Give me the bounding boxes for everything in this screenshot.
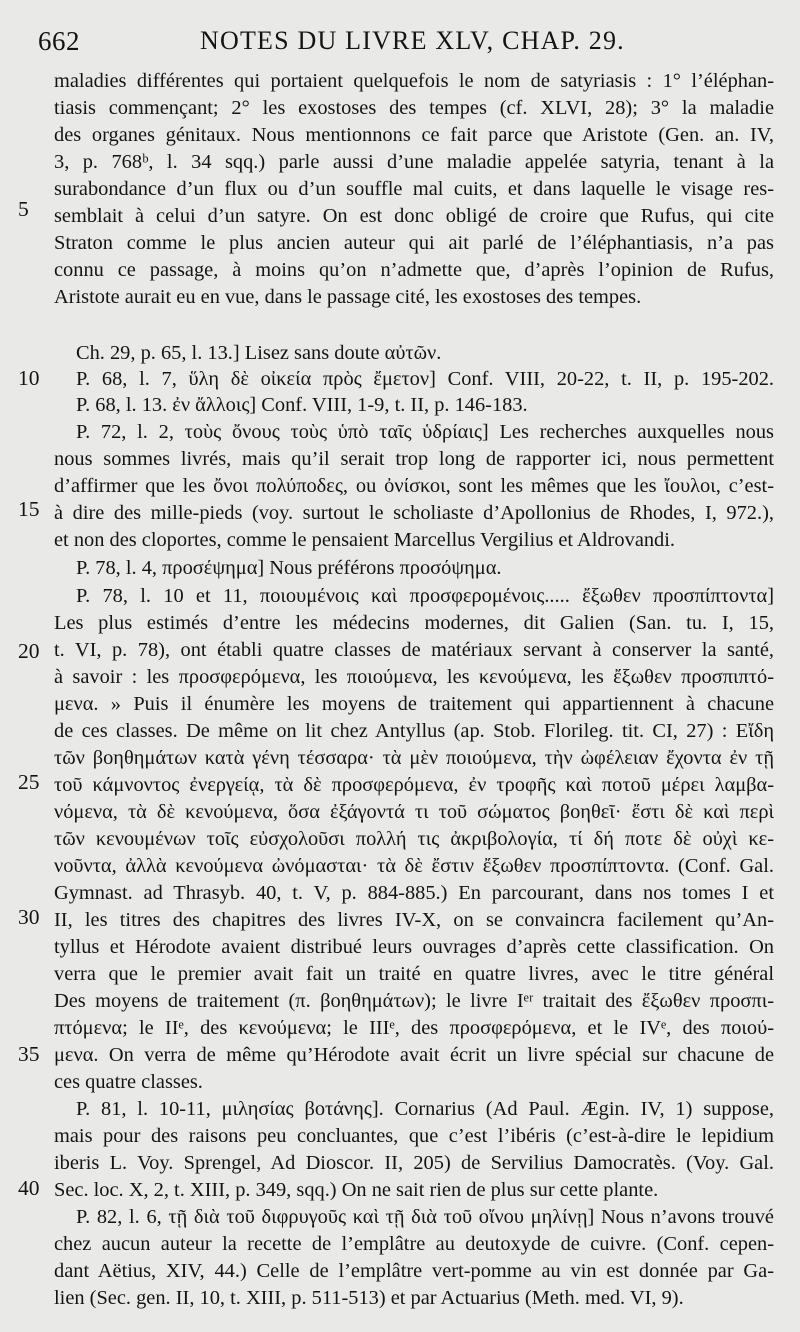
text-line: P. 72, l. 2, τοὺς ὄνους τοὺς ὑπὸ ταῖς ὑδρίαις] Les recherches auxquelles nous xyxy=(76,421,774,443)
text-line: dant Aëtius, XIV, 44.) Celle de l’emplâtre vert-pomme au vin est donnée par Ga- xyxy=(54,1260,774,1282)
page-header xyxy=(38,22,762,62)
margin-line-number: 20 xyxy=(18,639,40,663)
text-line: P. 68, l. 13. ἐν ἄλλοις] Conf. VIII, 1-9, t. II, p. 146-183. xyxy=(76,394,528,416)
text-line: d’affirmer que les ὄνοι πολύποδες, ou ὀνίσκοι, sont les mêmes que les ἴουλοι, c’est- xyxy=(54,475,774,497)
text-line: νόμενα, τὰ δὲ κενούμενα, ὅσα ἐξάγοντά τι τοῦ σώματος βοηθεῖ· ἔστι δὲ καὶ περὶ xyxy=(54,801,774,823)
text-line: Ch. 29, p. 65, l. 13.] Lisez sans doute αὐτῶν. xyxy=(76,342,442,364)
text-line: νοῦντα, ἀλλὰ κενούμενα ὠνόμασται· τὰ δὲ ἔστιν ἔξωθεν προσπίπτοντα. (Conf. Gal. xyxy=(54,855,774,877)
text-line: connu ce passage, à moins qu’on n’admette que, d’après l’opinion de Rufus, xyxy=(54,259,774,281)
text-line: τῶν βοηθημάτων κατὰ γένη τέσσαρα· τὰ μὲν ποιούμενα, τὴν ὠφέλειαν ἔχοντα ἐν τῇ xyxy=(54,747,774,769)
text-line: mais pour des raisons peu concluantes, que c’est l’ibéris (c’est-à-dire le lepidium xyxy=(54,1125,774,1147)
text-line: μενα. » Puis il énumère les moyens de traitement qui appartiennent à chacune xyxy=(54,693,774,715)
margin-line-number: 30 xyxy=(18,905,40,929)
margin-line-number: 35 xyxy=(18,1042,40,1066)
text-line: à savoir : les προσφερόμενα, les ποιούμενα, les κενούμενα, les ἔξωθεν προσπιπτό- xyxy=(54,666,774,688)
text-line: iberis L. Voy. Sprengel, Ad Dioscor. II, 205) de Servilius Damocratès. (Voy. Gal. xyxy=(54,1152,774,1174)
text-line: τῶν κενουμένων τοῖς εὐσχολοῦσι πολλή τις ἀκριβολογία, τί δή ποτε δὲ οὐχὶ κε- xyxy=(54,828,774,850)
margin-line-number: 15 xyxy=(18,497,40,521)
text-line: II, les titres des chapitres des livres IV-X, on se convaincra facilement qu’An- xyxy=(54,909,774,931)
running-title: NOTES DU LIVRE XLV, CHAP. 29. xyxy=(200,26,625,55)
text-line: Des moyens de traitement (π. βοηθημάτων); le livre Iᵉʳ traitait des ἔξωθεν προσπι- xyxy=(54,990,774,1012)
text-line: nous sommes livrés, mais qu’il serait trop long de rapporter ici, nous permettent xyxy=(54,448,774,470)
text-line: P. 81, l. 10-11, μιλησίας βοτάνης]. Cornarius (Ad Paul. Ægin. IV, 1) suppose, xyxy=(76,1098,774,1120)
margin-line-number: 10 xyxy=(18,366,40,390)
text-line: Sec. loc. X, 2, t. XIII, p. 349, sqq.) On ne sait rien de plus sur cette plante. xyxy=(54,1179,659,1201)
text-line: P. 68, l. 7, ὕλη δὲ οἰκεία πρὸς ἔμετον] Conf. VIII, 20-22, t. II, p. 195-202. xyxy=(76,368,774,390)
text-line: surabondance d’un flux ou d’un souffle mal cuits, et dans laquelle le visage res- xyxy=(54,178,774,200)
text-line: de ces classes. De même on lit chez Antyllus (ap. Stob. Florileg. tit. CI, 27) : Εἴδη xyxy=(54,720,774,742)
text-line: maladies différentes qui portaient quelquefois le nom de satyriasis : 1° l’éléphan- xyxy=(54,70,774,92)
text-line: t. VI, p. 78), ont établi quatre classes de matériaux servant à conserver la santé, xyxy=(54,639,774,661)
text-line: P. 78, l. 10 et 11, ποιουμένοις καὶ προσφερομένοις..... ἔξωθεν προσπίπτοντα] xyxy=(76,585,774,607)
text-line: chez aucun auteur la recette de l’emplâtre au deutoxyde de cuivre. (Conf. cepen- xyxy=(54,1233,774,1255)
text-line: Straton comme le plus ancien auteur qui ait parlé de l’éléphantiasis, n’a pas xyxy=(54,232,774,254)
text-line: semblait à celui d’un satyre. On est donc obligé de croire que Rufus, qui cite xyxy=(54,205,774,227)
text-line: P. 78, l. 4, προσέψημα] Nous préférons προσόψημα. xyxy=(76,557,502,579)
text-line: tyllus et Hérodote avaient distribué leurs ouvrages d’après cette classification. On xyxy=(54,936,774,958)
text-line: des organes génitaux. Nous mentionnons ce fait parce que Aristote (Gen. an. IV, xyxy=(54,124,774,146)
text-line: τοῦ κάμνοντος ἐνεργείᾳ, τὰ δὲ προσφερόμενα, ἐν τροφῆς καὶ ποτοῦ μέρει λαμβα- xyxy=(54,774,774,796)
text-line: lien (Sec. gen. II, 10, t. XIII, p. 511-513) et par Actuarius (Meth. med. VI, 9). xyxy=(54,1287,684,1309)
page-number: 662 xyxy=(38,26,80,56)
text-line: tiasis commençant; 2° les exostoses des tempes (cf. XLVI, 28); 3° la maladie xyxy=(54,97,774,119)
text-line: πτόμενα; le IIᵉ, des κενούμενα; le IIIᵉ, des προσφερόμενα, et le IVᵉ, des ποιού- xyxy=(54,1017,774,1039)
margin-line-number: 5 xyxy=(18,197,29,221)
margin-line-number: 25 xyxy=(18,770,40,794)
text-line: Aristote aurait eu en vue, dans le passage cité, les exostoses des tempes. xyxy=(54,286,642,308)
text-line: 3, p. 768ᵇ, l. 34 sqq.) parle aussi d’une maladie appelée satyria, tenant à la xyxy=(54,151,774,173)
text-line: à dire des mille-pieds (voy. surtout le scholiaste d’Apollonius de Rhodes, I, 972.), xyxy=(54,502,774,524)
text-line: verra que le premier avait fait un traité en quatre livres, avec le titre général xyxy=(54,963,774,985)
text-line: ces quatre classes. xyxy=(54,1071,203,1093)
text-line: Gymnast. ad Thrasyb. 40, t. V, p. 884-885.) En parcourant, dans nos tomes I et xyxy=(54,882,774,904)
text-line: et non des cloportes, comme le pensaient Marcellus Vergilius et Aldrovandi. xyxy=(54,529,676,551)
text-line: P. 82, l. 6, τῇ διὰ τοῦ διφρυγοῦς καὶ τῇ διὰ τοῦ οἴνου μηλίνῃ] Nous n’avons trouvé xyxy=(76,1206,774,1228)
text-line: μενα. On verra de même qu’Hérodote avait écrit un livre spécial sur chacune de xyxy=(54,1044,774,1066)
margin-line-number: 40 xyxy=(18,1176,40,1200)
text-line: Les plus estimés d’entre les médecins modernes, dit Galien (San. tu. I, 15, xyxy=(54,612,774,634)
